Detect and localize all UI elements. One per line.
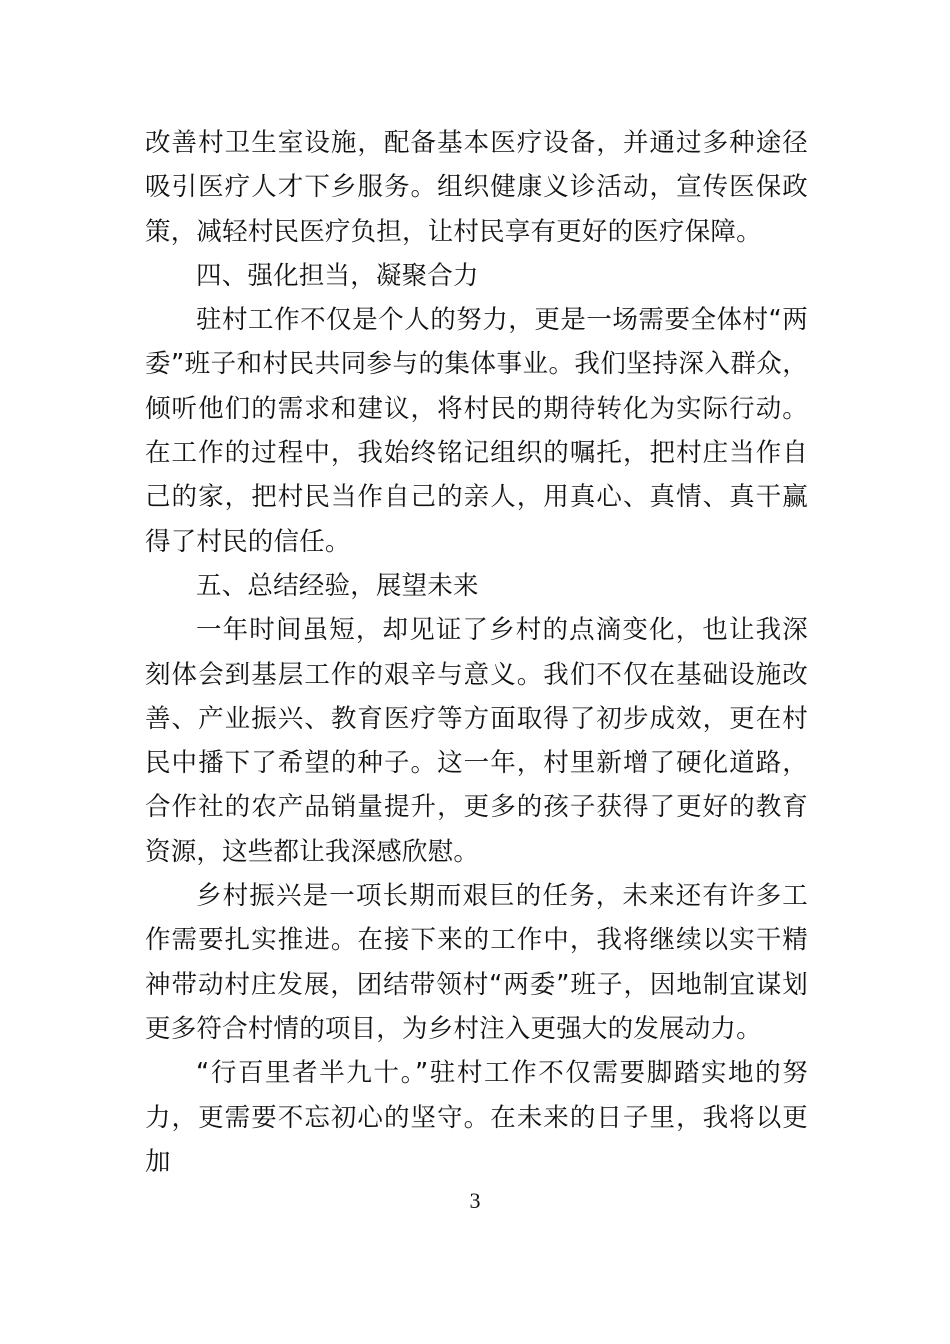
paragraph: 一年时间虽短，却见证了乡村的点滴变化，也让我深刻体会到基层工作的艰辛与意义。我们不仅在基础设施改善、产业振兴、教育医疗等方面取得了初步成效，更在村民中播下了希望的种子。这一年，村里新增了硬化道路，合作社的农产品销量提升，更多的孩子获得了更好的教育资源，这些都让我深感欣慰。 <box>145 615 808 867</box>
paragraph-continued: 改善村卫生室设施，配备基本医疗设备，并通过多种途径吸引医疗人才下乡服务。组织健康义诊活动，宣传医保政策，减轻村民医疗负担，让村民享有更好的医疗保障。 <box>145 128 808 247</box>
paragraph: “行百里者半九十。”驻村工作不仅需要脚踏实地的努力，更需要不忘初心的坚守。在未来的日子里，我将以更加 <box>145 1058 808 1177</box>
page-number: 3 <box>469 1188 481 1213</box>
section-heading-four: 四、强化担当，凝聚合力 <box>196 260 479 291</box>
paragraph: 驻村工作不仅是个人的努力，更是一场需要全体村“两委”班子和村民共同参与的集体事业。我们坚持深入群众，倾听他们的需求和建议，将村民的期待转化为实际行动。在工作的过程中，我始终铭记组织的嘱托，把村庄当作自己的家，把村民当作自己的亲人，用真心、真情、真干赢得了村民的信任。 <box>145 305 808 557</box>
document-body <box>145 121 808 1184</box>
paragraph: 乡村振兴是一项长期而艰巨的任务，未来还有许多工作需要扎实推进。在接下来的工作中，我将继续以实干精神带动村庄发展，团结带领村“两委”班子，因地制宜谋划更多符合村情的项目，为乡村注入更强大的发展动力。 <box>145 881 808 1044</box>
section-heading-five: 五、总结经验，展望未来 <box>196 570 479 601</box>
